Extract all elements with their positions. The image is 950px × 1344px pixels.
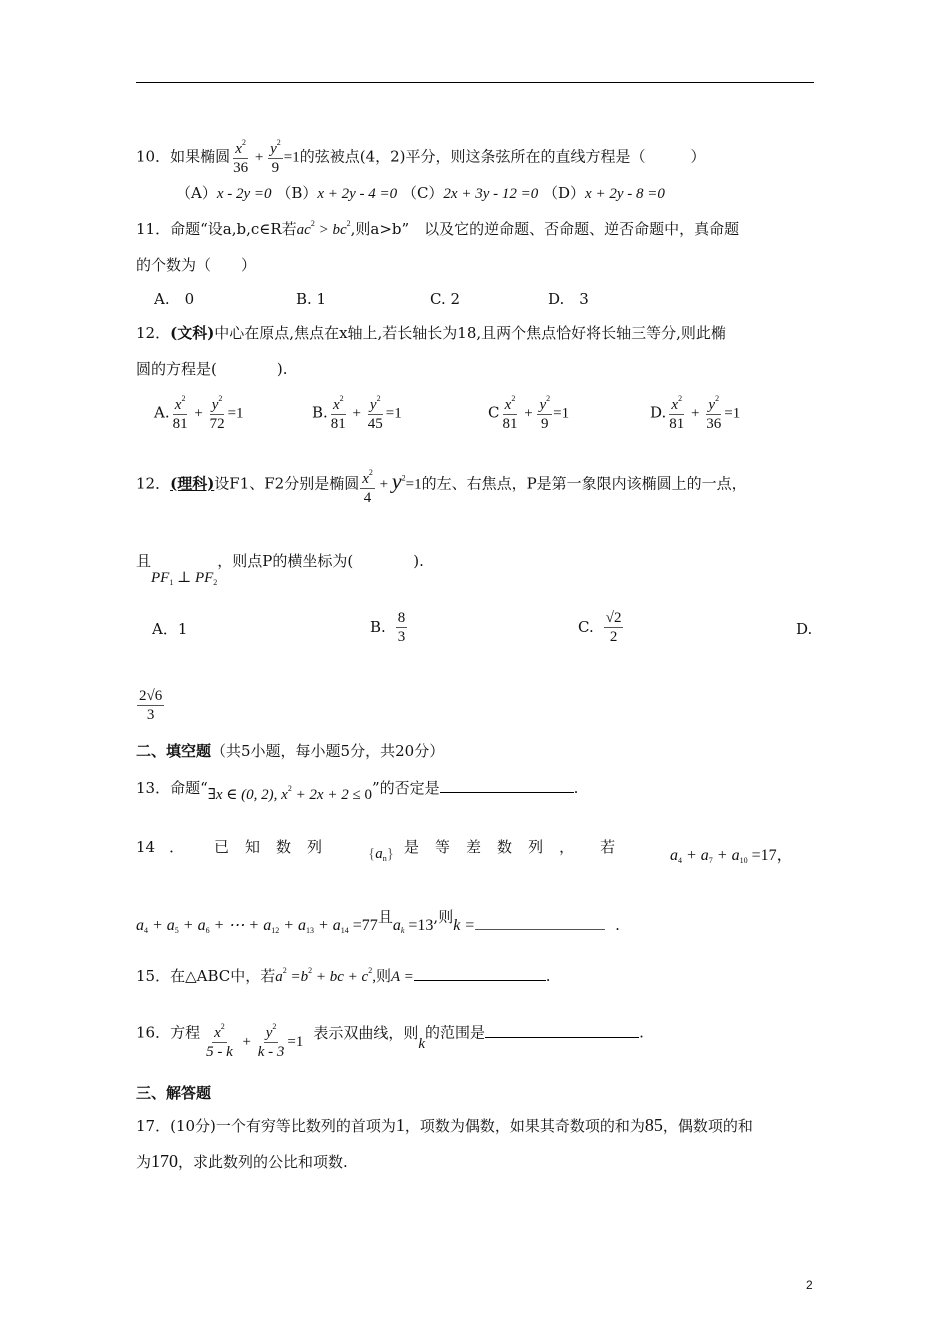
q14-line2: $a_4 + a_5 + a_6$ + ⋯ + $a_{12} + a_{13} + a_{14} =77$且$a_k =13$,则k = . [136, 908, 620, 935]
q11-opt-c: C. 2 [430, 290, 461, 308]
q13: 13．命题“∃x ∈ (0, 2), $x^2 + 2x + 2 \le 0$”的否定是 . [136, 779, 579, 803]
header-rule [136, 82, 814, 83]
section-solution-title: 三、解答题 [136, 1084, 212, 1102]
q16-answer-blank[interactable] [485, 1023, 639, 1038]
q11-stem: 11．命题“设a,b,c∈R若$ac^2 > bc^2$,则a>b” 以及它的逆命题、否命题、逆否命题中，真命题 [136, 219, 740, 238]
q12w-line2: 圆的方程是( ). [136, 360, 288, 378]
q12l-opt-c: C. $\frac{√2}{2}$ [578, 610, 622, 646]
q14-chars2: 是 等 差 数 列 ， 若 [404, 838, 616, 856]
q11-opt-a: A. 0 [154, 290, 195, 308]
q12l-line2: 且$PF_1$ ⊥ $PF_2$，则点P的横坐标为( ). [136, 552, 424, 587]
q12l-opt-d-value: $\frac{2√6}{3}$ [139, 688, 163, 724]
q12l-stem: 12．(理科)设F1、F2分别是椭圆 $\frac{x^2}{4}$ + $y^2=1$的左、右焦点，P是第一象限内该椭圆上的一点， [136, 468, 747, 507]
q10-frac-x: $\frac{x^2}{36}$ [233, 138, 249, 177]
q17-line1: 17．(10分)一个有穷等比数列的首项为1，项数为偶数，如果其奇数项的和为85，偶数项的和 [136, 1115, 753, 1135]
q14-line1: 14 ． [136, 838, 185, 856]
q17-line2: 为170，求此数列的公比和项数. [136, 1151, 348, 1171]
q11-opt-d: D. 3 [548, 290, 589, 308]
section-fill-in-title: 二、填空题（共5小题，每小题5分，共20分） [136, 742, 445, 760]
q12l-ellipse: $\frac{x^2}{4}$ [362, 468, 373, 507]
q12w-opt-d: D. $\frac{x^2}{81}$ + $\frac{y^2}{36}$ =1 [650, 394, 741, 433]
q12w-opt-b: B. $\frac{x^2}{81}$ + $\frac{y^2}{45}$ =1 [312, 394, 402, 433]
q11-opt-b: B. 1 [296, 290, 327, 308]
q12l-opt-a: A．1 [152, 620, 188, 638]
q14-answer-blank[interactable] [475, 919, 605, 930]
q12w-stem: 12．(文科)中心在原点,焦点在x轴上,若长轴长为18,且两个焦点恰好将长轴三等分,则此椭 [136, 324, 726, 342]
q11-line2: 的个数为（ ） [136, 256, 257, 274]
page-number: 2 [806, 1278, 813, 1292]
q10-options: （A）x - 2y =0 （B）x + 2y - 4 =0 （C）2x + 3y - 12 =0 （D）x + 2y - 8 =0 [176, 184, 665, 202]
q14-seq: $\{a_n\}$ [368, 846, 394, 863]
q10-stem: 10．如果椭圆 $\frac{x^2}{36}$ + $\frac{y^2}{9}$ =1的弦被点(4，2)平分，则这条弦所在的直线方程是（ ） [136, 138, 706, 177]
q15-answer-blank[interactable] [414, 966, 546, 981]
q12l-opt-d: D. [796, 620, 813, 638]
q15: 15．在△ABC中，若$a^2 =b^2$ + bc + $c^2$,则A = . [136, 966, 551, 985]
q14-cond1: $a_4 + a_7 + a_{10} =17$， [670, 847, 793, 865]
q10-frac-y: $\frac{y^2}{9}$ [270, 138, 281, 177]
q14-chars1: 已 知 数 列 [214, 838, 323, 856]
q12w-opt-a: A. $\frac{x^2}{81}$ + $\frac{y^2}{72}$ =1 [154, 394, 244, 433]
q16: 16．方程 $\frac{x^2}{5 - k}$ + $\frac{y^2}{k - 3}$ =1 表示双曲线，则k的范围是 . [136, 1022, 644, 1061]
q13-answer-blank[interactable] [440, 778, 574, 793]
q12l-opt-b: B. $\frac{8}{3}$ [370, 610, 406, 646]
q12w-opt-c: C $\frac{x^2}{81}$ + $\frac{y^2}{9}$ =1 [488, 394, 570, 433]
